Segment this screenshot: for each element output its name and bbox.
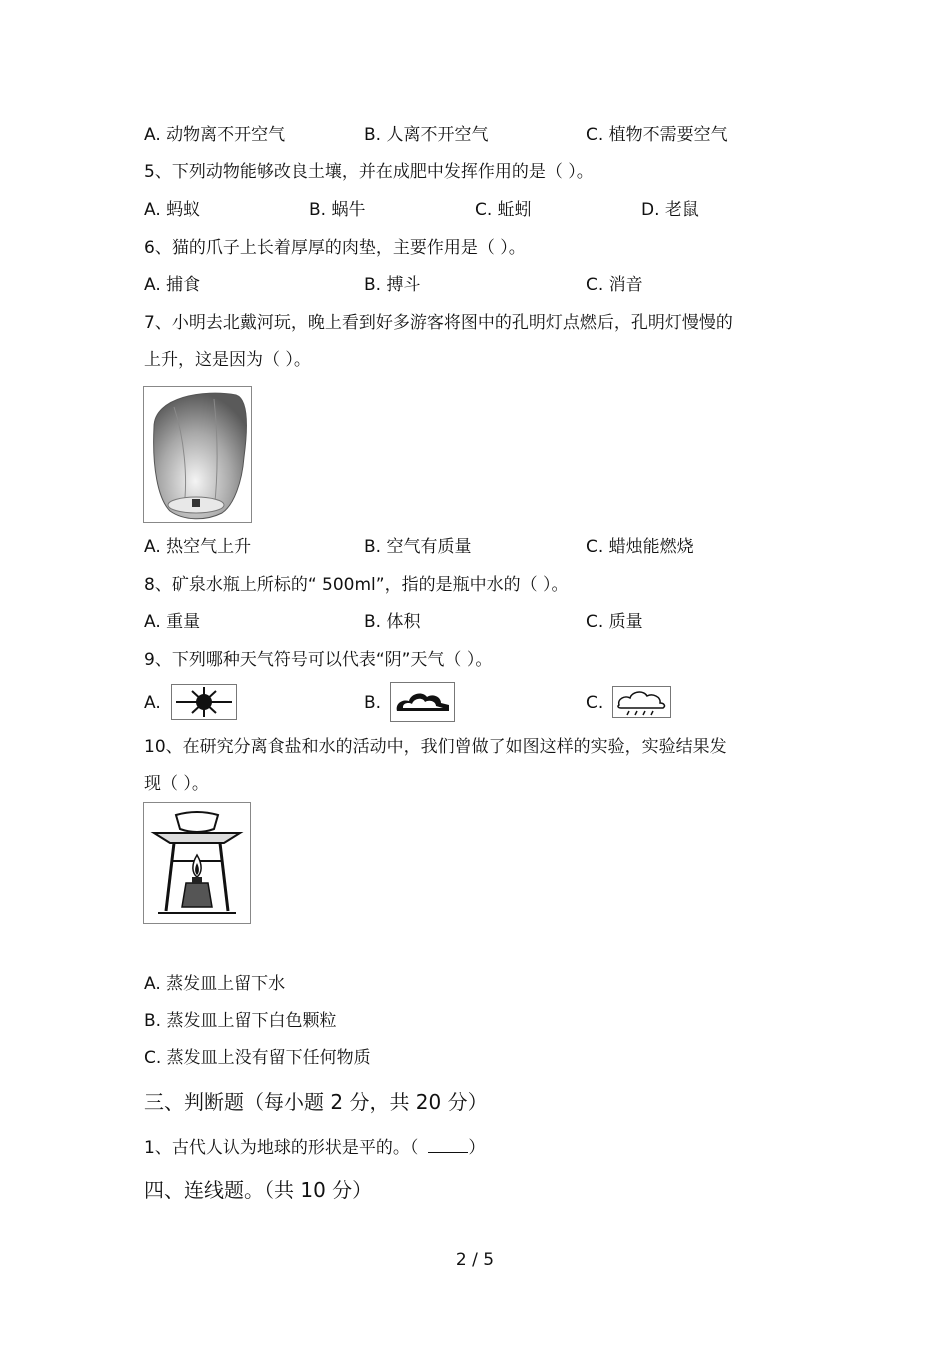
q9-stem: 9、下列哪种天气符号可以代表“阴”天气（ ）。 (144, 650, 493, 670)
judge-question-1-close: ） (468, 1138, 486, 1158)
q10-option-c: C. 蒸发皿上没有留下任何物质 (144, 1048, 371, 1068)
q5-option-b: B. 蜗牛 (309, 200, 366, 220)
sky-lantern-image (143, 386, 252, 523)
q7-option-c: C. 蜡烛能燃烧 (586, 537, 694, 557)
q8-option-b: B. 体积 (364, 612, 421, 632)
section-4-title: 四、连线题。（共 10 分） (144, 1178, 373, 1202)
answer-blank (428, 1136, 468, 1153)
sky-lantern-icon (144, 387, 251, 522)
q7-option-b: B. 空气有质量 (364, 537, 472, 557)
sun-icon (171, 684, 237, 720)
q9-option-c: C. (586, 693, 604, 713)
q6-option-a: A. 捕食 (144, 275, 201, 295)
q8-option-c: C. 质量 (586, 612, 643, 632)
section-3-title: 三、判断题（每小题 2 分，共 20 分） (144, 1090, 488, 1114)
q5-stem: 5、下列动物能够改良土壤，并在成肥中发挥作用的是（ ）。 (144, 162, 594, 182)
q7-stem-line1: 7、小明去北戴河玩，晚上看到好多游客将图中的孔明灯点燃后，孔明灯慢慢的 (144, 313, 733, 333)
rain-cloud-icon (612, 686, 671, 718)
q9-option-b: B. (364, 693, 382, 713)
q4-option-c: C. 植物不需要空气 (586, 125, 728, 145)
q5-option-a: A. 蚂蚁 (144, 200, 201, 220)
q7-stem-line2: 上升，这是因为（ ）。 (144, 350, 311, 370)
page-number: 2 / 5 (455, 1250, 495, 1270)
q4-option-a: A. 动物离不开空气 (144, 125, 286, 145)
q5-option-c: C. 蚯蚓 (475, 200, 532, 220)
q6-stem: 6、猫的爪子上长着厚厚的肉垫，主要作用是（ ）。 (144, 238, 526, 258)
q10-stem-line1: 10、在研究分离食盐和水的活动中，我们曾做了如图这样的实验，实验结果发 (144, 737, 727, 757)
q10-option-b: B. 蒸发皿上留下白色颗粒 (144, 1011, 337, 1031)
cloud-icon (390, 682, 455, 722)
q10-option-a: A. 蒸发皿上留下水 (144, 974, 286, 994)
q8-stem: 8、矿泉水瓶上所标的“ 500ml”，指的是瓶中水的（ ）。 (144, 575, 569, 595)
q6-option-c: C. 消音 (586, 275, 643, 295)
evaporation-experiment-image (143, 802, 251, 924)
q5-option-d: D. 老鼠 (641, 200, 699, 220)
q8-option-a: A. 重量 (144, 612, 201, 632)
evaporating-dish-burner-icon (144, 803, 250, 923)
q4-option-b: B. 人离不开空气 (364, 125, 489, 145)
q10-stem-line2: 现（ ）。 (144, 774, 209, 794)
q9-option-a: A. (144, 693, 161, 713)
judge-question-1-stem: 1、古代人认为地球的形状是平的。（ (144, 1138, 419, 1158)
judge-question-1 (144, 1136, 485, 1159)
q7-option-a: A. 热空气上升 (144, 537, 252, 557)
q6-option-b: B. 搏斗 (364, 275, 421, 295)
